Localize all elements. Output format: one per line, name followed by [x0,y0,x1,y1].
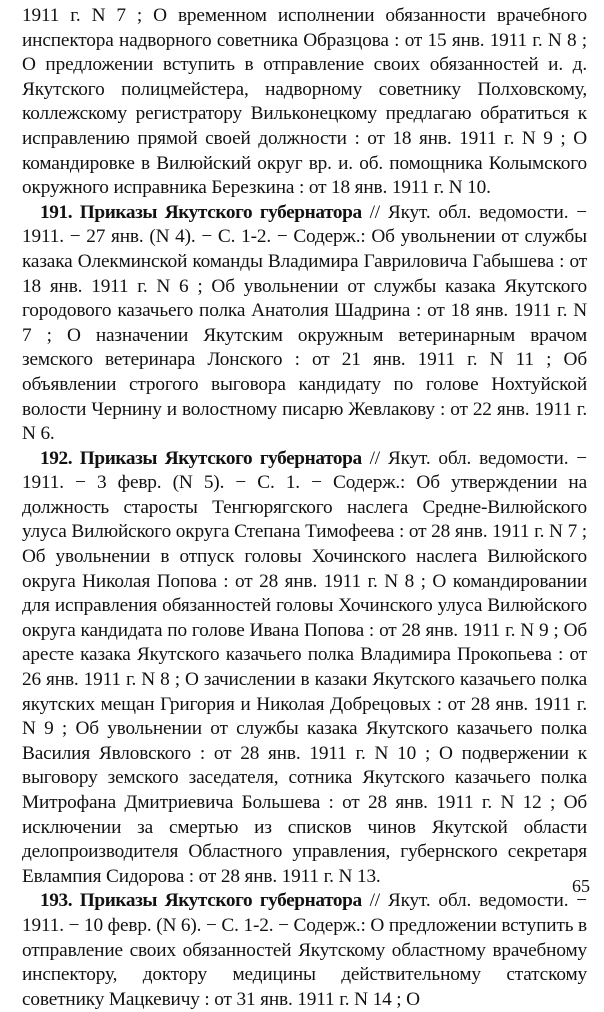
intro-paragraph: 1911 г. N 7 ; О временном исполнении обязанности врачебного инспектора надворного советника Образцова : от 15 янв. 1911 г. N 8 ; О предложении вступить в отправление своих обязанностей и. д. Якутского полицмейстера, надворному советнику Полховскому, коллежскому регистратору Вильконецкому предлагаю обратиться к исправлению прямой своей должности : от 18 янв. 1911 г. N 9 ; О командировке в Вилюйский округ вр. и. об. помощника Колымского окружного исправника Березкина : от 18 янв. 1911 г. N 10. [22,5,587,199]
entry-193-text: // Якут. обл. ведомости. − 1911. − 10 февр. (N 6). − С. 1-2. − Содерж.: О предложении вступить в отправление своих обязанностей Якутскому областному врачебному инспектору, доктору медицины действительному статскому советнику Мацкевичу : от 31 янв. 1911 г. N 14 ; О [22,890,587,1010]
entry-193-number: 193. [40,890,73,912]
entry-191-number: 191. [40,201,73,223]
entry-191 [22,201,587,447]
entry-192-heading [40,448,362,469]
entry-193 [22,889,587,1012]
entry-192 [22,447,587,890]
entry-192-title: Приказы Якутского губернатора [79,447,362,469]
entry-192-text: // Якут. обл. ведомости. − 1911. − 3 февр. (N 5). − С. 1. − Содерж.: Об утверждении на должность старосты Тенгюрягского наслега Средне-Вилюйского улуса Вилюйского округа Степана Тимофеева : от 28 янв. 1911 г. N 7 ; Об увольнении в отпуск головы Хочинского наслега Вилюйского округа Николая Попова : от 28 янв. 1911 г. N 8 ; О командировании для исправления обязанностей головы Хочинского улуса Вилюйского округа кандидата по голове Ивана Попова : от 28 янв. 1911 г. N 9 ; Об аресте казака Якутского казачьего полка Владимира Прокопьева : от 26 янв. 1911 г. N 8 ; О зачислении в казаки Якутского казачьего полка якутских мещан Григория и Николая Добрецовых : от 28 янв. 1911 г. N 9 ; Об увольнении от службы казака Якутского казачьего полка Василия Явловского : от 28 янв. 1911 г. N 10 ; О подвержении к выговору земского заседателя, сотника Якутского казачьего полка Митрофана Дмитриевича Большева : от 28 янв. 1911 г. N 12 ; Об исключении за смертью из списков чинов Якутской области делопроизводителя Областного управления, губернского секретаря Евлампия Сидорова : от 28 янв. 1911 г. N 13. [22,447,587,887]
entry-192-number: 192. [40,447,73,469]
entry-193-title: Приказы Якутского губернатора [79,890,362,912]
document-page [22,4,587,1012]
entry-191-text: // Якут. обл. ведомости. − 1911. − 27 янв. (N 4). − С. 1-2. − Содерж.: Об увольнении от службы казака Олекминской команды Владимира Гавриловича Габышева : от 18 янв. 1911 г. N 6 ; Об увольнении от службы казака Якутского городового казачьего полка Анатолия Шадрина : от 18 янв. 1911 г. N 7 ; О назначении Якутским окружным ветеринарным врачом земского ветеринара Лонского : от 21 янв. 1911 г. N 11 ; Об объявлении строгого выговора кандидату по голове Нохтуйской волости Чернину и волостному писарю Жевлакову : от 22 янв. 1911 г. N 6. [22,201,587,445]
page-number: 65 [572,876,590,896]
entry-193-heading [40,890,362,911]
entry-191-title: Приказы Якутского губернатора [79,201,362,223]
entry-191-heading [40,202,362,223]
